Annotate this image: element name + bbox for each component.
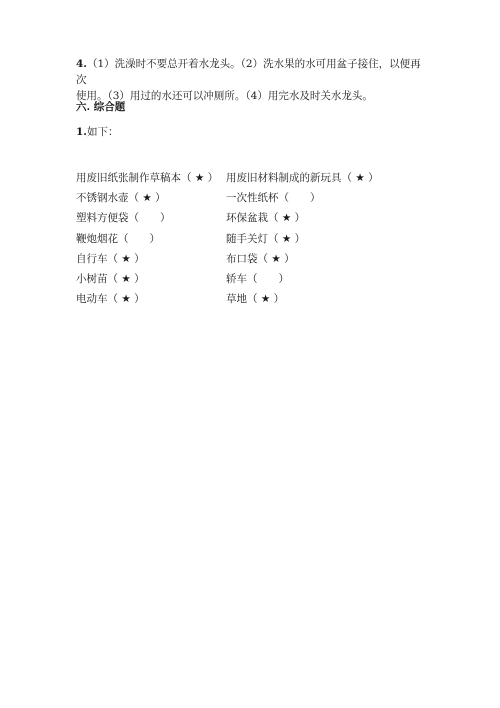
answer-4-number: 4. xyxy=(76,58,87,70)
list-item xyxy=(76,289,396,309)
item-right: 一次性纸杯（ ） xyxy=(226,192,321,205)
answer-4-line-1 xyxy=(76,56,428,88)
answer-items-list xyxy=(76,168,396,309)
item-right: 随手关灯（ ★ ） xyxy=(226,232,306,245)
question-1-text: 如下： xyxy=(86,126,119,138)
item-left: 电动车（ ★ ） xyxy=(76,293,145,306)
item-left: 自行车（ ★ ） xyxy=(76,252,145,265)
item-right: 环保盆栽（ ★ ） xyxy=(226,212,306,225)
section-title: 六. 综合题 xyxy=(76,101,126,113)
list-item xyxy=(76,269,396,289)
question-1-number: 1. xyxy=(76,126,87,138)
answer-4-text-1: （1）洗澡时不要总开着水龙头。（2）洗水果的水可用盆子接住，以便再次 xyxy=(76,58,421,86)
item-right: 用废旧材料制成的新玩具（ ★ ） xyxy=(226,172,379,184)
item-left: 不锈钢水壶（ ★ ） xyxy=(76,192,166,205)
list-item xyxy=(76,249,396,269)
answer-4-line-2: 使用。（3）用过的水还可以冲厕所。（4）用完水及时关水龙头。 xyxy=(76,90,373,102)
list-item xyxy=(76,208,396,228)
item-right: 布口袋（ ★ ） xyxy=(226,252,295,265)
answer-4-paragraph xyxy=(76,56,428,104)
item-right: 草地（ ★ ） xyxy=(226,293,285,306)
item-left: 塑料方便袋（ ） xyxy=(76,212,171,225)
list-item xyxy=(76,188,396,208)
item-right: 轿车（ ） xyxy=(226,272,289,285)
item-left: 鞭炮烟花（ ） xyxy=(76,232,160,245)
question-1 xyxy=(76,124,118,139)
list-item xyxy=(76,229,396,249)
list-item xyxy=(76,168,396,188)
item-left: 用废旧纸张制作草稿本（ ★ ） xyxy=(76,172,219,184)
item-left: 小树苗（ ★ ） xyxy=(76,272,145,285)
